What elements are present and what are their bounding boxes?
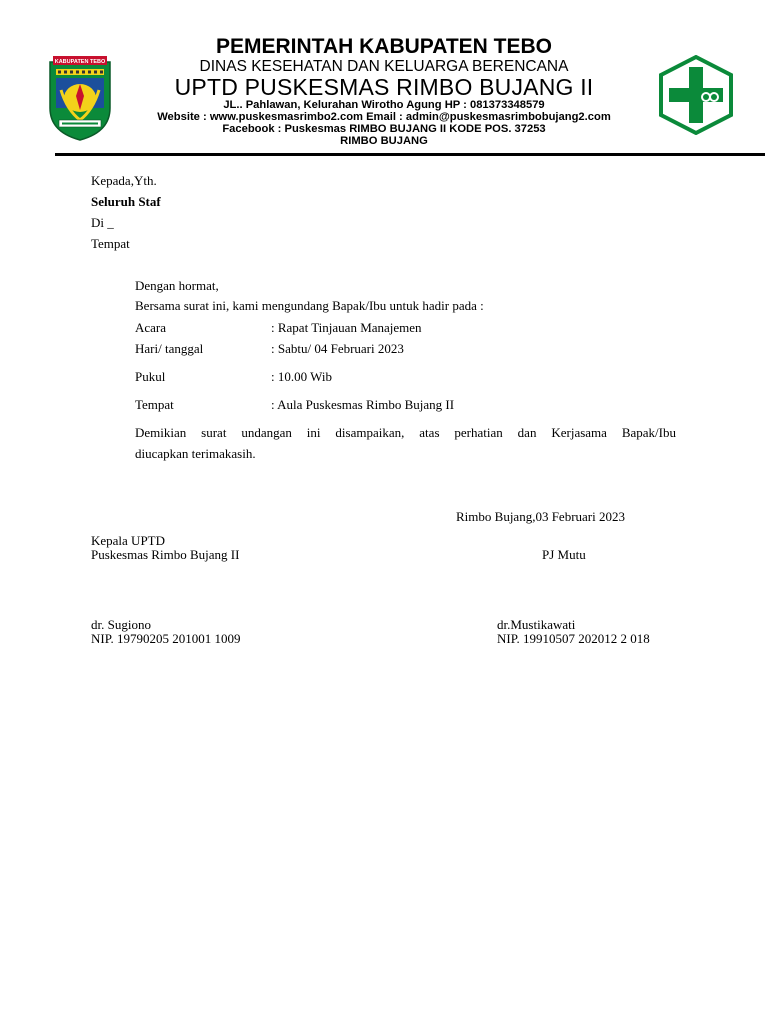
detail-label-acara: Acara <box>135 320 167 335</box>
left-signatory-name: dr. Sugiono <box>91 617 151 632</box>
recipient-name: Seluruh Staf <box>91 194 161 209</box>
header-government: PEMERINTAH KABUPATEN TEBO <box>216 35 552 58</box>
header-city: RIMBO BUJANG <box>340 135 428 147</box>
detail-value-tempat: : Aula Puskesmas Rimbo Bujang II <box>271 397 455 412</box>
letter-intro: Bersama surat ini, kami mengundang Bapak/Ibu untuk hadir pada : <box>135 298 484 313</box>
letter-greeting: Dengan hormat, <box>135 278 219 293</box>
detail-label-pukul: Pukul <box>135 369 166 384</box>
right-signatory-title: PJ Mutu <box>542 547 586 562</box>
header-divider <box>55 153 765 156</box>
svg-text:KABUPATEN TEBO: KABUPATEN TEBO <box>54 59 106 65</box>
recipient-tempat: Tempat <box>91 236 130 251</box>
left-signatory-nip: NIP. 19790205 201001 1009 <box>91 631 241 646</box>
detail-value-pukul: : 10.00 Wib <box>271 369 332 384</box>
header-facebook: Facebook : Puskesmas RIMBO BUJANG II KODE POS. 37253 <box>222 123 546 135</box>
detail-value-acara: : Rapat Tinjauan Manajemen <box>271 320 422 335</box>
detail-label-tempat: Tempat <box>135 397 174 412</box>
letter-closing-line2: diucapkan terimakasih. <box>135 446 256 461</box>
header-department: DINAS KESEHATAN DAN KELUARGA BERENCANA <box>199 58 569 75</box>
header-website: Website : www.puskesmasrimbo2.com Email : admin@puskesmasrimbobujang2.com <box>157 111 611 123</box>
place-date: Rimbo Bujang,03 Februari 2023 <box>456 509 625 524</box>
recipient-kepada: Kepada,Yth. <box>91 173 157 188</box>
left-signatory-title: Kepala UPTD <box>91 533 166 548</box>
detail-value-tanggal: : Sabtu/ 04 Februari 2023 <box>271 341 404 356</box>
right-signatory-name: dr.Mustikawati <box>497 617 576 632</box>
letter-closing-line1: Demikian surat undangan ini disampaikan, atas perhatian dan Kerjasama Bapak/Ibu <box>135 425 676 440</box>
header-address: JL.. Pahlawan, Kelurahan Wirotho Agung HP : 081373348579 <box>223 99 545 111</box>
detail-label-tanggal: Hari/ tanggal <box>135 341 204 356</box>
recipient-di: Di _ <box>91 215 114 230</box>
left-signatory-institution: Puskesmas Rimbo Bujang II <box>91 547 240 562</box>
right-signatory-nip: NIP. 19910507 202012 2 018 <box>497 631 650 646</box>
header-puskesmas: UPTD PUSKESMAS RIMBO BUJANG II <box>174 74 594 100</box>
